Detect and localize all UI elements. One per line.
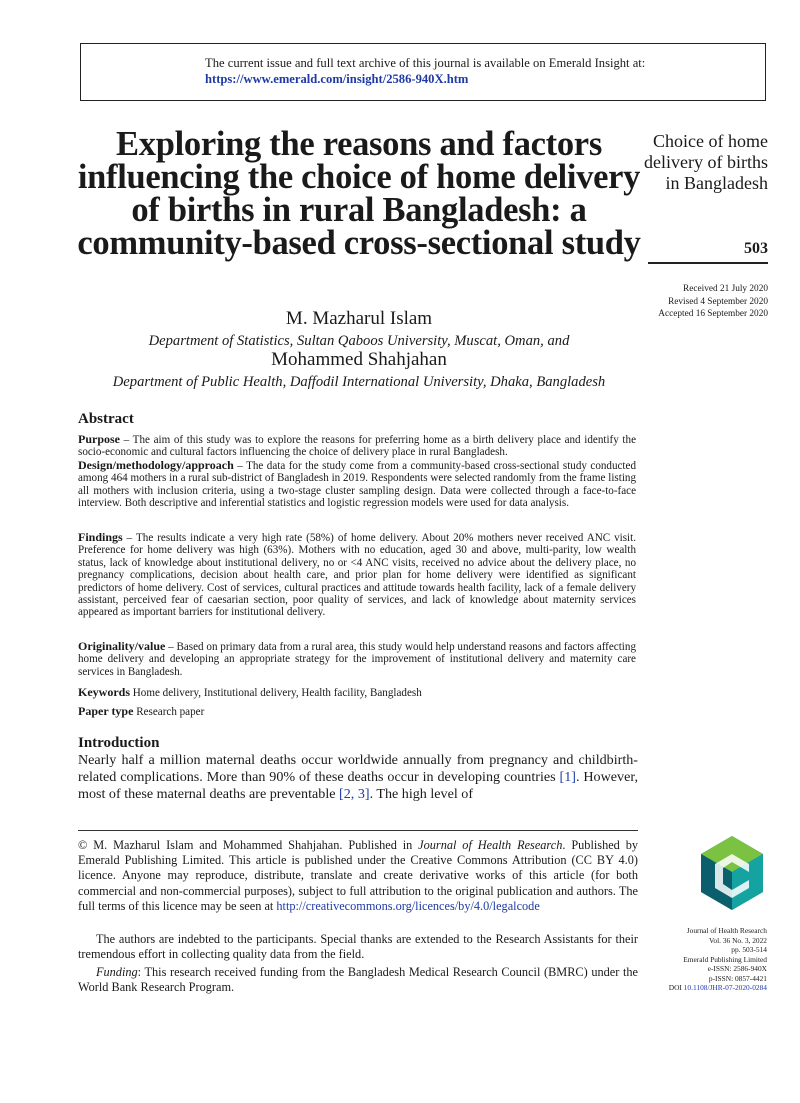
accepted-date: Accepted 16 September 2020 xyxy=(658,309,768,319)
footnote-rule xyxy=(78,830,638,831)
licence-link[interactable]: http://creativecommons.org/licences/by/4.0/legalcode xyxy=(276,898,540,913)
copyright-text: © M. Mazharul Islam and Mohammed Shahjahan. Published in xyxy=(78,838,419,852)
findings-label: Findings xyxy=(78,530,123,544)
abstract-design xyxy=(78,459,636,510)
access-notice-text: The current issue and full text archive of this journal is available on Emerald Insight at: xyxy=(205,56,646,70)
abstract-findings xyxy=(78,531,636,619)
journal-name: Journal of Health Research xyxy=(686,926,767,935)
funding-label: Funding xyxy=(96,965,138,979)
page-number: 503 xyxy=(744,240,768,257)
article-title: Exploring the reasons and factors influencing the choice of home delivery of births in rural Bangladesh: a community-based cross-sectional study xyxy=(77,125,641,262)
page-number-rule xyxy=(648,262,768,264)
journal-name: Journal of Health Research xyxy=(418,838,563,852)
author-name: M. Mazharul Islam xyxy=(285,308,433,329)
received-date: Received 21 July 2020 xyxy=(683,284,768,294)
findings-text: – The results indicate a very high rate (58%) of home delivery. About 20% mothers never received ANC visit. Preference for home delivery was high (63%). Mothers with no education, aged 30 and above, multi-parity, low wealth status, lack of knowledge about institutional delivery, no or <4 ANC visits, received no advice about the delivery place, no pregnancy complications, decision about health care, and prior plan for home delivery were identified as significant predictors of home delivery. Cost of services, cultural practices and attitude towards health facility, lack of a female delivery assistant, perceived fear of caesarian section, poor quality of services, and lack of knowledge about maternity services appeared as important barriers for institutional delivery. xyxy=(78,532,636,619)
keywords-label: Keywords xyxy=(78,685,130,699)
journal-pages: pp. 503-514 xyxy=(731,945,767,954)
intro-text-part: . However, most of these maternal deaths are preventable xyxy=(78,769,638,802)
introduction-heading: Introduction xyxy=(78,735,160,751)
funding-text: : This research received funding from the Bangladesh Medical Research Council (BMRC) under the World Bank Research Program. xyxy=(78,965,638,995)
abstract-heading: Abstract xyxy=(78,411,134,427)
keywords-text: Home delivery, Institutional delivery, Health facility, Bangladesh xyxy=(130,687,422,699)
intro-text-part: . The high level of xyxy=(369,786,474,802)
papertype-text: Research paper xyxy=(133,706,205,718)
doi-line xyxy=(640,983,767,993)
purpose-label: Purpose xyxy=(78,432,120,446)
revised-date: Revised 4 September 2020 xyxy=(668,296,768,307)
journal-archive-link[interactable]: https://www.emerald.com/insight/2586-940X.htm xyxy=(205,72,469,86)
funding-note xyxy=(78,965,638,995)
paper-type xyxy=(78,705,636,718)
originality-label: Originality/value xyxy=(78,639,166,653)
author-affiliation: Department of Statistics, Sultan Qaboos University, Muscat, Oman, and xyxy=(148,333,570,349)
intro-text-part: Nearly half a million maternal deaths occur worldwide annually from pregnancy and childbirth-related complications. More than 90% of these deaths occur in developing countries xyxy=(78,752,638,785)
journal-info xyxy=(640,926,767,993)
purpose-text: – The aim of this study was to explore the reasons for preferring home as a birth delivery place and identify the socio-economic and cultural factors influencing the choice of delivery place in rural Bangladesh. xyxy=(78,434,636,459)
eissn: e-ISSN: 2586-940X xyxy=(707,964,767,973)
copyright-notice xyxy=(78,838,638,914)
publisher: Emerald Publishing Limited xyxy=(683,954,767,964)
doi-label: DOI xyxy=(668,983,684,992)
author-name: Mohammed Shahjahan xyxy=(271,349,447,370)
introduction-text xyxy=(78,752,638,803)
papertype-label: Paper type xyxy=(78,704,134,718)
running-head: Choice of home delivery of births in Bangladesh xyxy=(644,131,768,193)
abstract-purpose xyxy=(78,433,636,459)
citation-link[interactable]: [1] xyxy=(559,769,576,785)
journal-volume: Vol. 36 No. 3, 2022 xyxy=(709,935,767,945)
originality-text: – Based on primary data from a rural area, this study would help understand reasons and factors affecting home delivery and developing an appropriate strategy for the improvement of institutional delivery and maternity care services in Bangladesh. xyxy=(78,641,636,678)
copyright-text: . Published by Emerald Publishing Limited. This article is published under the Creative Commons Attribution (CC BY 4.0) licence. Anyone may reproduce, distribute, translate and create derivative works of this article (for both commercial and non-commercial purposes), subject to full attribution to the original publication and authors. The full terms of this licence may be seen at xyxy=(78,838,638,913)
author-affiliation: Department of Public Health, Daffodil International University, Dhaka, Bangladesh xyxy=(112,374,606,390)
citation-link[interactable]: [2, 3] xyxy=(339,786,370,802)
article-dates xyxy=(620,283,768,321)
doi-link[interactable]: 10.1108/JHR-07-2020-0284 xyxy=(683,983,767,992)
abstract-originality xyxy=(78,640,636,678)
pissn: p-ISSN: 0857-4421 xyxy=(708,973,767,983)
design-text: – The data for the study come from a community-based cross-sectional study conducted among 464 mothers in a rural sub-district of Bangladesh in 2019. Respondents were selected randomly from the frame listing all mothers with inclusion criteria, using a two-stage cluster sampling design. Data were collected through a face-to-face interview. Both descriptive and inferential statistics and logistic regression models were used for data analysis. xyxy=(78,460,636,510)
design-label: Design/methodology/approach xyxy=(78,458,234,472)
journal-logo-icon xyxy=(697,834,767,914)
acknowledgement: The authors are indebted to the participants. Special thanks are extended to the Research Assistants for their tremendous effort in collecting quality data from the field. xyxy=(78,932,638,962)
keywords xyxy=(78,686,636,699)
